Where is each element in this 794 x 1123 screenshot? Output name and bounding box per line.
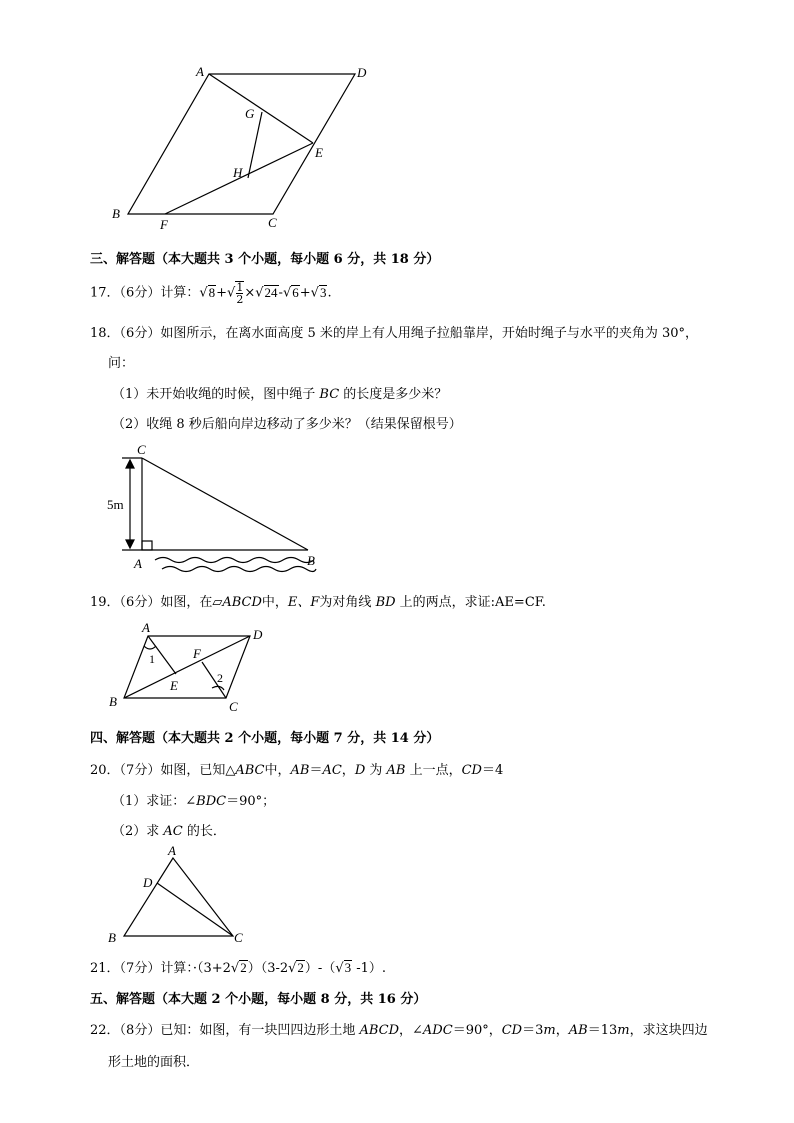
label-d: D bbox=[253, 627, 263, 642]
q17-fraction bbox=[235, 281, 244, 305]
q20-text-c: ＝ bbox=[309, 763, 323, 778]
q20-var1: ABC bbox=[235, 763, 265, 778]
q20-sub1-a: （1）求证：∠ bbox=[112, 794, 197, 809]
label-b: B bbox=[112, 206, 120, 221]
label-h: H bbox=[233, 165, 243, 180]
label-5m: 5m bbox=[107, 497, 124, 512]
q21-text-a: （7分）计算：·（3+2 bbox=[119, 961, 231, 976]
q17-radical-5: √ bbox=[310, 285, 319, 301]
q18-text: （6分）如图所示，在离水面高度 5 米的岸上有人用绳子拉船靠岸，开始时绳子与水平的夹角为 30°， bbox=[119, 326, 699, 341]
question-19 bbox=[90, 591, 546, 610]
q21-number: 21． bbox=[90, 961, 120, 976]
q19-var3: BD bbox=[375, 595, 396, 610]
q18-sub-2: （2）收绳 8 秒后船向岸边移动了多少米？（结果保留根号） bbox=[112, 417, 462, 432]
q20-sub-2 bbox=[112, 820, 226, 839]
q20-var5: AB bbox=[386, 763, 406, 778]
q22-text-g: ，求这块四边 bbox=[629, 1023, 708, 1038]
q20-sub1-b: ＝90°； bbox=[226, 794, 276, 809]
question-17 bbox=[90, 281, 332, 305]
label-b: B bbox=[108, 930, 116, 945]
label-c: C bbox=[229, 699, 238, 713]
q18-sub1-a: （1）未开始收绳的时候，图中绳子 bbox=[112, 387, 320, 402]
q20-text-a: （7分）如图，已知△ bbox=[119, 763, 236, 778]
q17-end: . bbox=[327, 285, 332, 301]
q17-radical-3: √ bbox=[255, 285, 264, 301]
q20-sub2-b: 的长． bbox=[182, 824, 226, 839]
q17-radicand-5: 3 bbox=[319, 284, 327, 300]
q22-var1: ABCD bbox=[359, 1023, 400, 1038]
q17-number: 17． bbox=[90, 285, 120, 301]
q18-sub1-b: 的长度是多少米？ bbox=[339, 387, 448, 402]
label-1: 1 bbox=[149, 652, 155, 666]
section-5-title: 五、解答题（本大题 2 个小题，每小题 8 分，共 16 分） bbox=[90, 992, 427, 1007]
q17-radical-1: √ bbox=[199, 285, 208, 301]
q21-text-b: ）（3-2 bbox=[247, 961, 289, 976]
q17-radicand-3: 24 bbox=[264, 284, 278, 300]
section-3-title: 三、解答题（本大题共 3 个小题，每小题 6 分，共 18 分） bbox=[90, 252, 440, 267]
label-c: C bbox=[268, 215, 277, 230]
q20-var2: AB bbox=[290, 763, 310, 778]
q20-var6: CD bbox=[461, 763, 482, 778]
q18-sub-1 bbox=[112, 383, 447, 402]
q17-frac-denominator: 2 bbox=[236, 293, 244, 306]
q22-var2: ADC bbox=[422, 1023, 453, 1038]
q21-radical-2-sign: √ bbox=[288, 961, 297, 976]
label-c: C bbox=[137, 442, 146, 457]
label-a: A bbox=[168, 843, 176, 858]
q20-number: 20． bbox=[90, 763, 120, 778]
q17-frac-numerator: 1 bbox=[236, 281, 244, 294]
q22-var3: CD bbox=[501, 1023, 523, 1038]
q17-op-4: + bbox=[299, 285, 311, 301]
q20-sub2-a: （2）求 bbox=[112, 824, 164, 839]
q20-sub2-var: AC bbox=[163, 824, 183, 839]
q20-text-f: 上一点， bbox=[405, 763, 462, 778]
q21-radical-3: 3 bbox=[344, 960, 352, 975]
q21-text-d: -1）. bbox=[352, 961, 387, 976]
q20-text-d: ， bbox=[341, 763, 355, 778]
label-d: D bbox=[357, 65, 367, 80]
q20-var4: D bbox=[354, 763, 366, 778]
label-f: F bbox=[160, 217, 168, 232]
figure-boat-rope bbox=[100, 440, 330, 575]
label-b: B bbox=[109, 694, 117, 709]
q20-text-e: 为 bbox=[365, 763, 387, 778]
q22-text-c: ＝90°， bbox=[452, 1023, 502, 1038]
section-4-title: 四、解答题（本大题共 2 个小题，每小题 7 分，共 14 分） bbox=[90, 731, 440, 746]
q17-op-1: + bbox=[216, 285, 228, 301]
q22-var4: m bbox=[543, 1023, 556, 1038]
q22-number: 22． bbox=[90, 1023, 120, 1038]
label-g: G bbox=[245, 106, 255, 121]
label-a: A bbox=[142, 620, 150, 635]
figure-triangle-abc bbox=[100, 842, 260, 947]
q17-radicand-1: 8 bbox=[208, 284, 216, 300]
figure-parallelogram-gehf bbox=[100, 60, 380, 235]
q17-op-2: × bbox=[244, 285, 256, 301]
q22-text-a: （8分）已知：如图，有一块凹四边形土地 bbox=[119, 1023, 360, 1038]
question-20 bbox=[90, 759, 503, 778]
q17-radicand-4: 6 bbox=[292, 284, 299, 300]
q20-text-b: 中， bbox=[264, 763, 291, 778]
q17-text: （6分）计算： bbox=[119, 285, 200, 301]
q22-text-cont: 形土地的面积． bbox=[108, 1055, 200, 1070]
q17-op-3: - bbox=[278, 285, 283, 301]
q21-radical-3-sign: √ bbox=[335, 961, 344, 976]
q22-text-e: ， bbox=[555, 1023, 569, 1038]
q18-text-cont: 问： bbox=[108, 356, 135, 371]
question-21 bbox=[90, 957, 386, 976]
q19-var1: ABCD bbox=[222, 595, 262, 610]
q17-radical-4: √ bbox=[282, 285, 292, 301]
q21-radical-1: 2 bbox=[240, 960, 247, 975]
q19-var2: E、F bbox=[287, 595, 320, 610]
q17-radical-2: √ bbox=[227, 285, 236, 301]
label-d: D bbox=[143, 875, 153, 890]
q22-text-f: ＝13 bbox=[587, 1023, 618, 1038]
q22-var6: m bbox=[617, 1023, 630, 1038]
label-a: A bbox=[196, 64, 204, 79]
q19-text-c: 为对角线 bbox=[319, 595, 376, 610]
figure-parallelogram-abcd bbox=[100, 618, 280, 713]
q21-text-c: ）-（ bbox=[304, 961, 336, 976]
q20-sub1-var: BDC bbox=[196, 794, 227, 809]
q18-number: 18． bbox=[90, 326, 120, 341]
q22-text-b: ，∠ bbox=[399, 1023, 423, 1038]
label-a: A bbox=[134, 556, 142, 571]
q21-radical-2: 2 bbox=[297, 960, 304, 975]
q20-sub-1 bbox=[112, 790, 275, 809]
q18-sub1-var: BC bbox=[319, 387, 340, 402]
label-2: 2 bbox=[217, 671, 223, 685]
q19-number: 19． bbox=[90, 595, 120, 610]
question-18 bbox=[90, 322, 698, 341]
label-e: E bbox=[315, 145, 323, 160]
q20-text-g: ＝4 bbox=[481, 763, 504, 778]
question-22 bbox=[90, 1019, 708, 1038]
q19-text-b: 中， bbox=[261, 595, 288, 610]
label-c: C bbox=[234, 930, 243, 945]
label-b: B bbox=[307, 553, 315, 568]
q19-text-a: （6分）如图，在▱ bbox=[119, 595, 223, 610]
q19-text-d: 上的两点，求证:AE=CF. bbox=[395, 595, 546, 610]
q22-var5: AB bbox=[568, 1023, 588, 1038]
label-e: E bbox=[170, 678, 178, 693]
q20-var3: AC bbox=[322, 763, 342, 778]
label-f: F bbox=[193, 646, 201, 661]
q21-radical-1-sign: √ bbox=[230, 961, 240, 976]
q22-text-d: ＝3 bbox=[522, 1023, 544, 1038]
